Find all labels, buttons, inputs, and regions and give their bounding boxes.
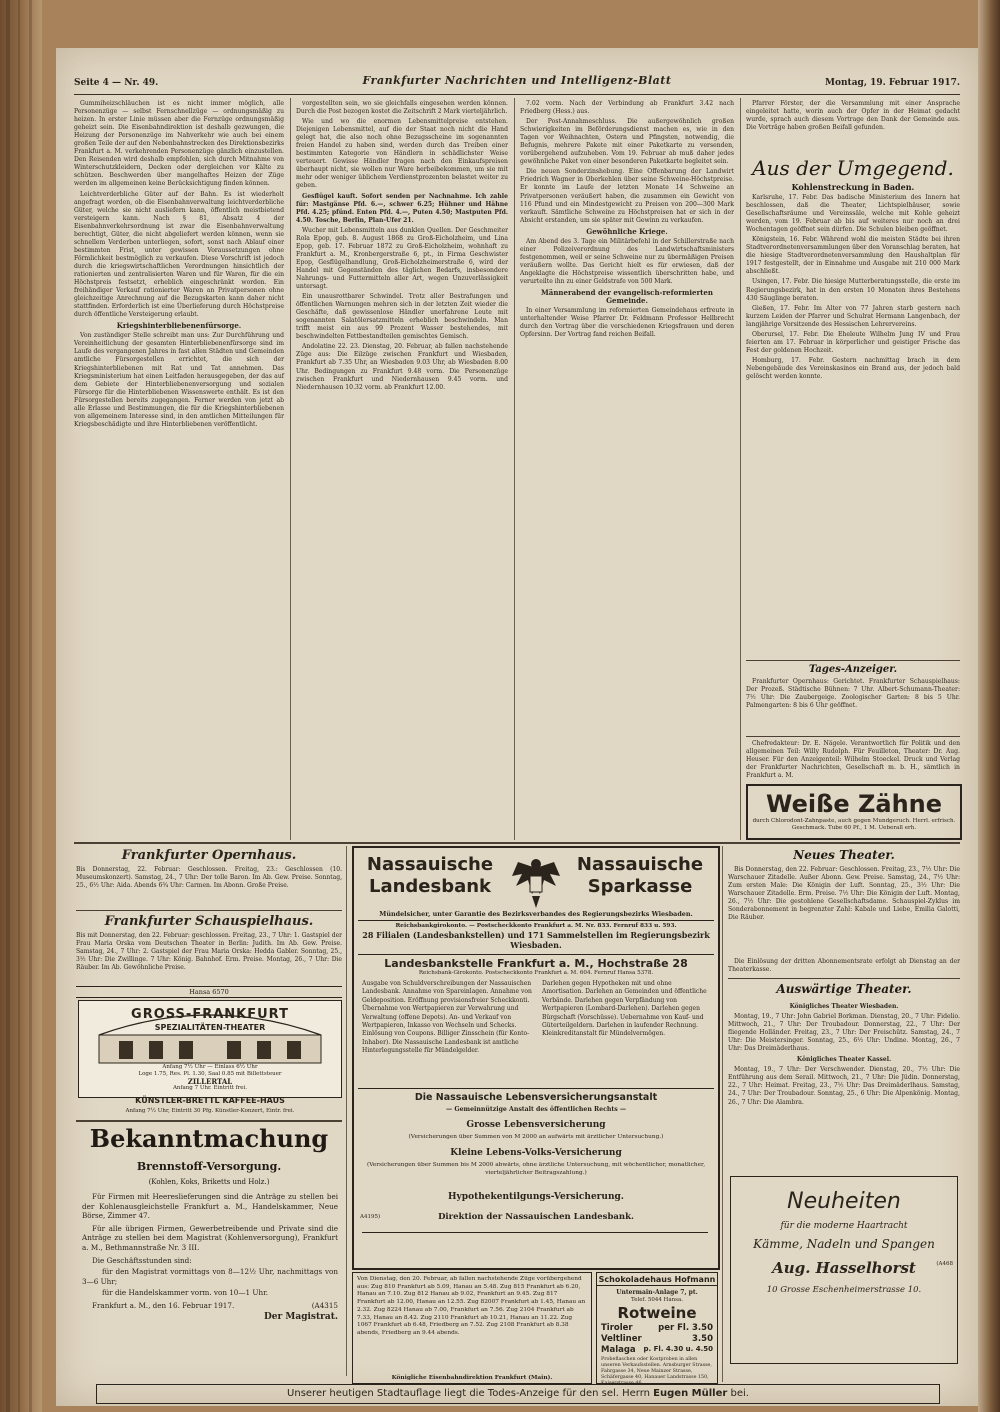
kassel-title: Königliches Theater Kassel.: [796, 1056, 892, 1064]
klein-leben-line: (Versicherungen über Summen bis M 2000 abwärts, ohne ärztliche Untersuchung, mit wöchentlicher, monatlicher, vierteljährlicher Beitragszahlung.): [366, 1162, 706, 1176]
notice-text: Unserer heutigen Stadtauflage liegt die Todes-Anzeige für den sel. Herrn: [287, 1388, 654, 1399]
article-paragraph: Am Abend des 3. Tage ein Militärbefehl in der Schillerstraße nach einer Polizeiverordnung des Landwirtschaftsministers festgenommen, weil er seine Schweine nur zu übermäßigen Preisen veräußern wollte. Das Gericht hielt es für erwiesen, daß der Angeklagte die Höchstpreise wissentlich überschritten habe, und verurteilte ihn zu einer Geldstrafe von 500 Mark.: [520, 237, 734, 285]
date-text: Frankfurt a. M., den 16. Februar 1917.: [92, 1300, 235, 1310]
wine-row: [601, 1345, 713, 1355]
abonnement-note-text: Die Einlösung der dritten Abonnementsrate erfolgt ab Dienstag an der Theaterkasse.: [728, 958, 960, 974]
article-title: Gewöhnliche Kriege.: [586, 226, 668, 236]
gross-leben: Grosse Lebensversicherung: [466, 1120, 606, 1130]
column-divider: [290, 98, 291, 840]
schokoladehaus-text: Probeflaschen oder Kostproben in allen unseren Verkaufsstellen. Arnsburger Strasse, Fahrgasse 34, Neue Mainzer Strasse, Schäfergasse 40, Hanauer Landstrasse 150, Kaiserstrasse 46.: [601, 1357, 712, 1386]
bank-branch-line: Reichsbank-Girokonto. Postscheckkonto Frankfurt a. M. 604. Fernruf Hansa 5378.: [418, 970, 654, 976]
article-paragraph: Gummiheizschläuchen ist es nicht immer möglich, alle Personenzüge — selbst Fernschnellzüge — ordnungsmäßig zu heizen. In erster Linie müssen aber die Fernzüge ordnungsmäßig geheizt sein. Die Eisenbahndirektion ist deshalb gezwungen, die Heizung der Personenzüge im Nahverkehr wie auch bei einem großen Teile der auf den Nebenbahnstrecken des Direktionsbezirks Frankfurt a. M. verkehrenden Personenzüge gänzlich einzustellen. Den Reisenden wird deshalb empfohlen, sich durch Mitnahme von Winterschutzkleidern, Decken oder dergleichen vor Kälte zu schützen. Beschwerden über mangelhaftes Heizen der Züge werden im allgemeinen keine Berücksichtigung finden können.: [74, 100, 284, 188]
bank-branch: Landesbankstelle Frankfurt a. M., Hochstraße 28: [358, 954, 714, 970]
wine-price: per Fl. 3.50: [658, 1323, 713, 1333]
schokoladehaus-phone: Telef. 5044 Hansa.: [630, 1297, 684, 1303]
binding-stripe: [18, 0, 20, 1412]
column-2: [296, 100, 508, 840]
sparkasse-title: Nassauische Sparkasse: [576, 854, 704, 897]
article-paragraph: Karlsruhe, 17. Febr. Das badische Ministerium des Innern hat beschlossen, daß die Theater, Lichtspielhäuser, sowie Gesellschaftsräume und Vereinssäle, welche mit Kohle geheizt werden, vom 19. Februar ab bis auf weiteres nur noch an drei Wochentagen geöffnet sein dürfen. Die Schulen bleiben geöffnet.: [746, 194, 960, 234]
divider: [362, 1232, 708, 1233]
article-paragraph: Von zuständiger Stelle schreibt man uns: Zur Durchführung und Vereinheitlichung der gesamten Hinterbliebenenfürsorge sind im Laufe des vergangenen Jahres in fast allen Städten und Gemeinden amtliche Fürsorgestellen errichtet, die sich der Kriegshinterbliebenen mit Rat und Tat annehmen. Das Kriegsministerium hat einen Leitfaden herausgegeben, der das auf dem Gebiete der Hinterbliebenenversorgung und sozialen Fürsorge für die Hinterbliebenen Wissenswerte enthält. Es ist den Fürsorgestellen bereits zugegangen. Ferner werden von jetzt ab alle Erlasse und Bestimmungen, die für die Kriegshinterbliebenen von allgemeinem Interesse sind, in den amtlichen Mitteilungen für Kriegsbeschädigte und ihre Hinterbliebenen veröffentlicht.: [74, 332, 284, 428]
article-paragraph: In einer Versammlung im reformierten Gemeindehaus erfreute in unterhaltender Weise Pfarrer Dr. Feldmann Professor Hellbrecht durch den Vortrag über die verschiedenen Kriegsfrauen und deren Opfersinn. Der Vortrag fand reichen Beifall.: [520, 307, 734, 339]
ad-code: A4195): [360, 1214, 381, 1220]
column-4-top: [746, 100, 960, 160]
kuenstler-line: Anfang 7½ Uhr, Eintritt 30 Pfg. Künstler-Konzert, Eintr. frei.: [125, 1108, 295, 1114]
zaehne-title: Weiße Zähne: [765, 790, 943, 818]
ads-section-rule: [74, 842, 960, 844]
article-paragraph: Wucher mit Lebensmitteln aus dunklen Quellen. Der Geschmeiter Rola Epop, geb. 8. August 1868 zu Groß-Eicholzheim, und Lina Epop, geb. 17. Februar 1872 zu Groß-Eicholzheim, wohnhaft zu Frankfurt a. M., Kronbergerstraße 6, pt., in Firma Geschwister Epop, Gesflügelhandlung, Groß-Eicholzheimerstraße 6, wird der Handel mit Gegenständen des täglichen Bedarfs, insbesondere Nahrungs- und Futtermitteln aller Art, wegen Unzuverlässigkeit untersagt.: [296, 226, 508, 291]
divider: [76, 1120, 342, 1122]
schauspielhaus-block: [76, 914, 342, 988]
column-divider: [514, 98, 515, 840]
tages-anzeiger-text: [746, 678, 960, 732]
notice-text: bei.: [727, 1388, 749, 1399]
book-binding: [0, 0, 42, 1412]
article-paragraph: Leichtverderbliche Güter auf der Bahn. Es ist wiederholt angefragt worden, ob die Eisenbahnverwaltung leichtverderbliche Güter, welche sie nicht ausliefern kann, öffentlich meistbietend versteigern kann. Nach § 81, Absatz 4 der Eisenbahnverkehrsordnung ist zwar die Eisenbahnverwaltung berechtigt, Güter, die nicht abgeliefert werden können, wenn sie schnellem Verderben unterliegen, sofort, sonst nach Ablauf einer bestimmten Frist, unter gewissen Voraussetzungen ohne Förmlichkeit bestmöglich zu verkaufen. Diese Vorschrift ist jedoch durch die kriegswirtschaftlichen Verordnungen hinsichtlich der rationierten und zentralisierten Waren und für Waren, für die ein Höchstpreis festsetzt, erheblich eingeschränkt worden. Ein freihändiger Verkauf rationierter Waren an Privatpersonen ohne gleichzeitige Anrechnung auf die Bezugskarten kann daher nicht stattfinden. Erforderlich ist eine Überlieferung durch Höchstpreise durch öffentliche Versteigerung erlaubt.: [74, 190, 284, 319]
divider: [76, 910, 342, 911]
divider: [728, 978, 960, 979]
neuheiten-products: Kämme, Nadeln und Spangen: [753, 1237, 935, 1251]
bank-filialen: 28 Filialen (Landesbankstellen) und 171 Sammelstellen im Regierungsbezirk Wiesbaden.: [362, 930, 710, 950]
bekanntmachung-paragraph: Für Firmen mit Heereslieferungen sind die Anträge zu stellen bei der Kohlenausgleichstelle Frankfurt a. M., Handelskammer, Neue Börse, Zimmer 47.: [82, 1192, 338, 1221]
next-page-edge: [978, 0, 1000, 1412]
article-paragraph: Pfarrer Förster, der die Versammlung mit einer Ansprache eingeleitet hatte, worin auch der Opfer in der Heimat gedacht wurde, sprach auch diesem Vortrage den Dank der Gemeinde aus. Die Vorträge haben großen Beifall gefunden.: [746, 100, 960, 132]
bekanntmachung-paragraph: Die Geschäftsstunden sind:: [92, 1255, 192, 1265]
schokoladehaus-title: Schokoladehaus Hofmann: [598, 1275, 716, 1284]
kuenstler-brettl: KÜNSTLER-BRETTL KAFFEE-HAUS: [135, 1096, 285, 1105]
eagle-icon: [508, 854, 564, 912]
ad-code: (A468: [936, 1261, 953, 1267]
column-4-main: [746, 194, 960, 662]
article-paragraph: Usingen, 17. Febr. Die hiesige Mutterberatungsstelle, die erste im Regierungsbezirk, hat in den ersten 10 Monaten ihres Bestehens 430 Säuglinge beraten.: [746, 278, 960, 302]
phone-number: Hansa 6570: [76, 986, 342, 998]
opernhaus-block: [76, 848, 342, 890]
wine-name: Veltliner: [601, 1334, 642, 1344]
schauspielhaus-text: Bis mit Donnerstag, den 22. Februar: geschlossen. Freitag, 23., 7 Uhr: 1. Gastspiel der Frau Maria Orska vom Deutschen Theater in Berlin: Judith. Im Ab. Gew. Preise. Samstag, 24., 7 Uhr: 2. Gastspiel der Frau Maria Orska: Hedda Gabler. Sonntag, 25., 3½ Uhr: Die Zwillinge. 7 Uhr: König. Bahnhof. Erm. Preise. Montag, 26., 7 Uhr: Die Räuber. Im Ab. Gewöhnliche Preise.: [76, 932, 342, 971]
bank-direktion: Direktion der Nassauischen Landesbank.: [438, 1212, 634, 1222]
zugausfall-notice: [352, 1272, 592, 1384]
neuheiten-name: Aug. Hasselhorst: [772, 1259, 916, 1277]
bekanntmachung-body: [82, 1192, 338, 1322]
header-rule: [74, 94, 960, 95]
landesbank-title: Nassauische Landesbank: [366, 854, 494, 897]
kassel-program: Montag, 19., 7 Uhr: Der Verschwender. Dienstag, 20., 7½ Uhr: Die Entführung aus dem Serail. Mittwoch, 21., 7 Uhr: Die Jüdin. Donnerstag, 22., 7 Uhr: Heimat. Freitag, 23., 7½ Uhr: Das Dreimäderlhaus. Samstag, 24., 7 Uhr: Der Troubadour. Sonntag, 25., 6 Uhr: Die Alpenkönig. Montag, 26., 7 Uhr: Die Alambra.: [728, 1066, 960, 1106]
article-title: Kohlenstreckung in Baden.: [791, 182, 915, 192]
wiesbaden-program: Montag, 19., 7 Uhr: John Gabriel Borkman. Dienstag, 20., 7 Uhr: Fidelio. Mittwoch, 21., 7 Uhr: Der Troubadour. Donnerstag, 22., 7 Uhr: Der fliegende Holländer. Freitag, 23., 7 Uhr: Der Freischütz. Samstag, 24., 7 Uhr: Die Meistersinger. Sonntag, 25., 6½ Uhr: Undine. Montag, 26., 7 Uhr: Das Dreimäderlhaus.: [728, 1013, 960, 1053]
auswaertige-theater-text: [728, 1000, 960, 1170]
tages-anzeiger-paragraph: Frankfurter Opernhaus: Gerichtet. Frankfurter Schauspielhaus: Der Prozeß. Städtische Bühnen: 7 Uhr. Albert-Schumann-Theater: 7½ Uhr: Die Zaubergeige. Zoologischer Garten: 8 bis 5 Uhr. Palmengarten: 8 bis 6 Uhr geöffnet.: [746, 678, 960, 710]
zillertal-line: Anfang 7 Uhr. Eintritt frei.: [172, 1085, 248, 1091]
page-header: [74, 74, 960, 92]
auswaertige-theater-title: Auswärtige Theater.: [776, 982, 912, 996]
footer-notice: [96, 1384, 940, 1404]
bank-services-left: Ausgabe von Schuldverschreibungen der Nassauischen Landesbank. Annahme von Spareinlagen. Annahme von Geldeposition. Eröffnung provisionsfreier Scheckkonti. Übernahme von Wertpapieren zur Verwahrung und Verwaltung (offene Depots). An- und Verkauf von Wertpapieren, Inkasso von Wechseln und Schecks. Einlösung von Coupons. Billiger Zinsschein (für Konto-Inhaber). Die Nassauische Landesbank ist amtliche Hinterlegungsstelle für Mündelgelder.: [362, 980, 532, 1055]
neues-theater-paragraph: Bis Donnerstag, den 22. Februar: Geschlossen. Freitag, 23., 7½ Uhr: Die Warschauer Zitadelle. Außer Abonn. Gew. Preise. Samstag, 24., 7½ Uhr: Zum ersten Male: Die Königin der Luft. Sonntag, 25., 3½ Uhr: Die Warschauer Zitadelle. Erm. Preise. 7½ Uhr: Die Königin der Luft. Montag, 26., 7½ Uhr: Die gestohlene Gesellschaftsdame. Schauspiel-Zyklus im Sonderabonnement in begrenzter Zahl: Kabale und Liebe, Emilia Galotti, Die Räuber.: [728, 866, 960, 922]
column-1: [74, 100, 284, 840]
schauspielhaus-title: Frankfurter Schauspielhaus.: [104, 914, 314, 929]
column-divider: [346, 846, 347, 1376]
wine-row: [601, 1334, 713, 1344]
opernhaus-title: Frankfurter Opernhaus.: [121, 848, 297, 863]
article-paragraph: vorgestellten sein, wo sie gleichfalls eingesehen werden können. Durch die Post bezogen kostet die Zeitschrift 2 Mark vierteljährlich.: [296, 100, 508, 116]
tages-anzeiger-title: Tages-Anzeiger.: [808, 664, 898, 675]
wine-name: Tiroler: [601, 1323, 633, 1333]
article-paragraph: Homburg, 17. Febr. Gestern nachmittag brach in dem Nebengebäude des Vereinskasinos ein Brand aus, der jedoch bald gelöscht werden konnte.: [746, 356, 960, 380]
footer-notice-text: [97, 1385, 939, 1403]
bekanntmachung-sub2: (Kohlen, Koks, Briketts und Holz.): [148, 1178, 270, 1186]
imprint-text: Chefredakteur: Dr. E. Nägele. Verantwortlich für Politik und den allgemeinen Teil: Willy Rudolph. Für Feuilleton, Theater: Dr. Aug. Heuser. Für den Anzeigenteil: Wilhelm Stoeckel. Druck und Verlag der Frankfurter Nachrichten, Gesellschaft m. b. H., sämtlich in Frankfurt a. M.: [746, 740, 960, 780]
opernhaus-text: Bis Donnerstag, 22. Februar: Geschlossen. Freitag, 23.: Geschlossen (10. Museumskonzert). Samstag, 24., 7 Uhr: Der tolle Baron. Im Ab. Gew. Preise. Sonntag, 25., 6½ Uhr: Aida. Abends 6¾ Uhr: Carmen. Im Abonn. Große Preise.: [76, 866, 342, 889]
neuheiten-title: Neuheiten: [787, 1189, 901, 1214]
article-title: Kriegshinterbliebenenfürsorge.: [116, 321, 242, 331]
neues-theater-text: [728, 866, 960, 956]
article-paragraph: Gießen, 17. Febr. Im Alter von 77 Jahren starb gestern nach kurzem Leiden der Pfarrer und Schulrat Hermann Langenbach, der langjährige Vorsitzende des Hessischen Lehrervereins.: [746, 304, 960, 328]
newspaper-page: [56, 48, 978, 1406]
gross-frankfurt-title: GROSS-FRANKFURT: [131, 1007, 289, 1022]
schokoladehaus-address: Untermain-Anlage 7, pt.: [616, 1289, 698, 1296]
zaehne-ad: [746, 784, 962, 840]
column-3: [520, 100, 734, 840]
article-paragraph: Königstein, 16. Febr. Während wohl die meisten Städte bei ihren Stadtverordnetenversammlungen über den Voranschlag beraten, hat die hiesige Stadtverordnetenversammlung den Haushaltplan für 1917 festgestellt, der in Einnahme und Ausgabe mit 210 000 Mark abschließt.: [746, 236, 960, 276]
wine-price: 3.50: [692, 1334, 713, 1344]
zaehne-text: durch Chlorodont-Zahnpaste, auch gegen Mundgeruch. Herrl. erfrisch. Geschmack. Tube 60 Pf., 1 M. Ueberall erh.: [752, 818, 956, 831]
bekanntmachung-date: [82, 1301, 338, 1311]
neues-theater-title: Neues Theater.: [793, 848, 895, 862]
wine-name: Malaga: [601, 1345, 636, 1355]
bekanntmachung-paragraph: für den Magistrat vormittags von 8—12½ Uhr, nachmittags von 3—6 Uhr;: [82, 1267, 338, 1286]
schokoladehaus-ad: [596, 1272, 718, 1384]
article-paragraph: Wie und wo die enormen Lebensmittelpreise entstehen. Diejenigen Lebensmittel, auf die der Staat noch nicht die Hand gelegt hat, die also noch ohne Bezugsscheine im sogenannten freien Handel zu haben sind, werden durch das Treiben einer bestimmten Kategorie von Händlern in schädlichster Weise verteuert. Gewisse Händler fragen nach den Einkaufspreisen überhaupt nicht, sie wollen nur Ware herbeibekommen, um sie mit mehr oder weniger üblichem Verdienstprozenten belastet weiter zu geben.: [296, 118, 508, 190]
column-divider: [722, 846, 723, 1382]
neuheiten-line: für die moderne Haartracht: [780, 1221, 908, 1231]
nassau-bank-ad: [352, 846, 720, 1270]
wiesbaden-title: Königliches Theater Wiesbaden.: [789, 1003, 899, 1010]
article-paragraph: Die neuen Sonderzinshebung. Eine Offenbarung der Landwirt Friedrich Wagner in Oberkehlen über seine Schweine-Höchstpreise. Er konnte im Laufe der letzten Monate 14 Schweine an Privatpersonen veräußert haben, die zusammen ein Gewicht von 116 Pfund und ein Mindestgewicht zu Preisen von 200—300 Mark verkauft. Sämtliche Schweine zu Höchstpreisen hat er sich in der Absicht erstanden, um sie später mit Gewinn zu verkaufen.: [520, 168, 734, 224]
ad-code: (A4315: [311, 1300, 338, 1310]
wine-row: [601, 1323, 713, 1333]
bekanntmachung-signature: Der Magistrat.: [264, 1311, 338, 1322]
article-title: Männerabend der evangelisch-reformierten Gemeinde.: [541, 288, 713, 306]
imprint: [746, 740, 960, 780]
gross-frankfurt-ad: [78, 1000, 342, 1098]
article-paragraph: Der Post-Annahmeschluss. Die außergewöhnlich großen Schwierigkeiten im Beförderungsdienst machen es, wie in den Tagen vor Weihnachten, Ostern und Pfingsten, notwendig, die Befugnis, mehrere Pakete mit einer Paketkarte zu versenden, vorübergehend aufzuheben. Vom 19. Februar ab muß daher jedes gewöhnliche Paket von einer besonderen Paketkarte begleitet sein.: [520, 118, 734, 166]
article-paragraph: Ein unausrottbarer Schwindel. Trotz aller Bestrafungen und öffentlichen Warnungen mehren sich in der letzten Zeit wieder die Geschäfte, daß gewissenlose Händler unerfahrene Leute mit sogenannten Salatölersatzmitteln erheblich beschwindeln. Man trifft meist ein aus 99 Prozent Wasser bestehendes, mit beschwindelten Fettbestandteilen gemischtes Gemisch.: [296, 293, 508, 341]
classified-ad: Gesflügel kauft. Sofort senden per Nachnahme. Ich zahle für: Mastgänse Pfd. 6.—, schwer 6.25; Hühner und Hähne Pfd. 4.25; pfünd. Enten Pfd. 4.—, Puten 4.50; Mastputen Pfd. 4.50. Tosche, Berlin, Plan-Ufer 21.: [296, 192, 508, 224]
divider: [746, 660, 960, 661]
section-title-umgegend: Aus der Umgegend.: [752, 156, 954, 180]
column-divider: [740, 98, 741, 840]
leben-sub: — Gemeinnützige Anstalt des öffentlichen Rechts —: [445, 1106, 627, 1113]
divider: [746, 736, 960, 737]
page-number: Seite 4 — Nr. 49.: [74, 78, 159, 88]
abonnement-note: [728, 958, 960, 976]
bekanntmachung-paragraph: Für alle übrigen Firmen, Gewerbetreibende und Private sind die Anträge zu stellen bei dem Magistrat (Kohlenversorgung), Frankfurt a. M., Bethmannstraße Nr. 3 III.: [82, 1223, 338, 1252]
bekanntmachung-subtitle: Brennstoff-Versorgung.: [136, 1160, 282, 1173]
binding-stripe: [6, 0, 10, 1412]
bank-services-right: Darlehen gegen Hypotheken mit und ohne Amortisation. Darlehen an Gemeinden und öffentliche Verbände. Darlehen gegen Verpfändung von Wertpapieren (Lombard-Darlehen). Darlehen gegen Bürgschaft (Vorschüsse). Uebernahme von Kauf- und Güterteilgeldern. Darlehen in laufender Rechnung. Kleinkreditanstalt für Mündelvermögen.: [542, 980, 707, 1038]
wine-price: p. Fl. 4.30 u. 4.50: [643, 1345, 713, 1353]
neuheiten-ad: [730, 1176, 958, 1364]
zugausfall-footer: Königliche Eisenbahndirektion Frankfurt (Main).: [391, 1375, 553, 1381]
klein-leben: Kleine Lebens-Volks-Versicherung: [450, 1148, 622, 1158]
bank-line: Reichsbankgirokonto. — Postscheckkonto Frankfurt a. M. Nr. 833. Fernruf 833 u. 593.: [358, 920, 714, 929]
bekanntmachung-paragraph: für die Handelskammer vorm. von 10—1 Uhr.: [102, 1288, 269, 1298]
gross-frankfurt-line: Anfang 7½ Uhr — Einlass 6½ Uhr: [162, 1064, 258, 1070]
zugausfall-text: Von Dienstag, den 20. Februar, ab fallen nachstehende Züge vorübergehend aus: Zug 810 Frankfurt ab 5.09, Hanau an 5.48. Zug 815 Frankfurt ab 6.20, Hanau an 7.10. Zug 812 Hanau ab 9.02, Frankfurt an 9.45. Zug 817 Frankfurt ab 12.00, Hanau an 12.55. Zug 82007 Frankfurt ab 1.45, Hanau an 2.32. Zug 8224 Hanau ab 7.00, Frankfurt an 7.56. Zug 2104 Frankfurt ab 7.33, Hanau an 8.42. Zug 2110 Frankfurt ab 10.21, Hanau an 11.22. Zug 1067 Frankfurt ab 6.48, Friedberg an 7.52. Zug 2108 Frankfurt ab 8.38 abends, Friedberg an 9.44 abends.: [357, 1276, 586, 1336]
issue-date: Montag, 19. Februar 1917.: [825, 78, 960, 88]
tilgung: Hypothekentilgungs-Versicherung.: [448, 1192, 624, 1202]
masthead: Frankfurter Nachrichten und Intelligenz-Blatt: [362, 74, 672, 87]
zillertal-title: ZILLERTAL: [187, 1077, 233, 1086]
gross-frankfurt-line: Loge 1.75, Res. Pl. 1.30, Saal 0.85 mit Billettsteuer: [138, 1071, 282, 1077]
gross-frankfurt-subtitle: SPEZIALITÄTEN-THEATER: [154, 1023, 266, 1032]
notice-name: Eugen Müller: [653, 1388, 728, 1399]
bank-tagline: Mündelsicher, unter Garantie des Bezirksverbandes des Regierungsbezirks Wiesbaden.: [379, 910, 693, 918]
gross-leben-line: (Versicherungen über Summen von M 2000 an aufwärts mit ärztlicher Untersuchung.): [408, 1134, 664, 1140]
article-paragraph: Andolatine 22. 23. Dienstag, 20. Februar, ab fallen nachstehende Züge aus: Die Eilzüge zwischen Frankfurt und Wiesbaden, Frankfurt ab 7.35 Uhr, an Wiesbaden 9.03 Uhr, ab Wiesbaden 8.00 Uhr. Bedingungen zu Frankfurt 9.48 vorm. Die Personenzüge zwischen Frankfurt und Niedernhausen 9.45 vorm. und Niedernhausen 10.32 vorm. ab Frankfurt 12.00.: [296, 343, 508, 391]
binding-stripe: [29, 0, 32, 1412]
article-paragraph: 7.02 vorm. Nach der Verbindung ab Frankfurt 3.42 nach Friedberg (Hess.) aus.: [520, 100, 734, 116]
leben-title: Die Nassauische Lebensversicherungsanstalt: [358, 1088, 714, 1103]
neuheiten-address: 10 Grosse Eschenheimerstrasse 10.: [766, 1285, 922, 1295]
bekanntmachung-title: Bekanntmachung: [89, 1124, 329, 1153]
rotweine-title: Rotweine: [617, 1304, 697, 1322]
article-paragraph: Oberursel, 17. Febr. Die Eheleute Wilhelm Jung IV und Frau feierten am 17. Februar in körperlicher und geistiger Frische das Fest der goldenen Hochzeit.: [746, 330, 960, 354]
